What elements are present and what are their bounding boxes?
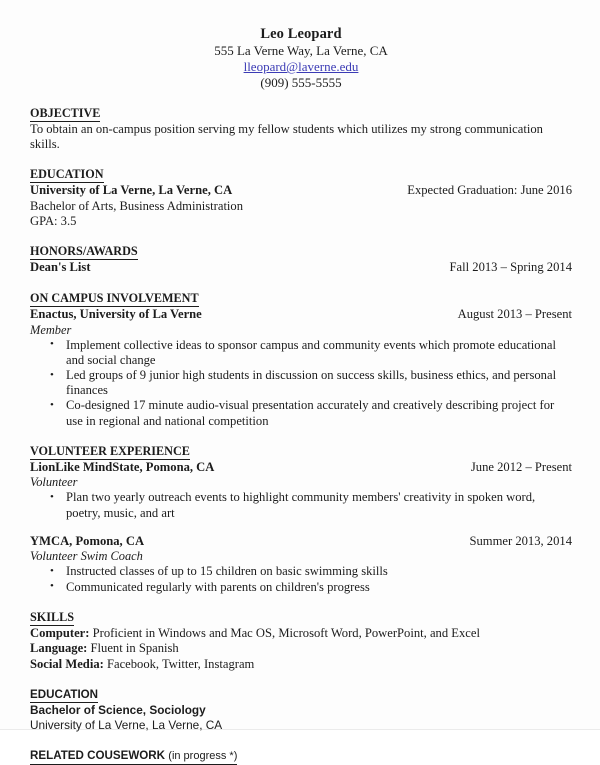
coursework-heading: RELATED COUSEWORK: [30, 749, 166, 763]
resume-header: [30, 0, 572, 91]
objective-heading: OBJECTIVE: [30, 106, 101, 120]
volunteer-date: June 2012 – Present: [470, 459, 572, 474]
honors-date: Fall 2013 – Spring 2014: [449, 260, 572, 275]
education-heading: EDUCATION: [30, 167, 104, 182]
candidate-email-line: [30, 59, 572, 75]
section-skills: [30, 608, 572, 672]
involvement-entry-row: [30, 307, 572, 323]
skill-row-computer: [30, 626, 572, 641]
volunteer-bullet-list: [30, 564, 572, 594]
education-entry-row: [30, 183, 572, 199]
honors-title: Dean's List: [30, 260, 91, 275]
volunteer-role: Volunteer Swim Coach: [30, 549, 143, 564]
volunteer-org: LionLike MindState, Pomona, CA: [30, 459, 215, 474]
education2-degree: Bachelor of Science, Sociology: [30, 703, 206, 718]
list-item: • Instructed classes of up to 15 children on basic swimming skills: [30, 564, 572, 579]
volunteer-bullet-list: [30, 490, 572, 520]
section-involvement: [30, 289, 572, 429]
education-degree: Bachelor of Arts, Business Administration: [30, 199, 244, 213]
section-volunteer: [30, 442, 572, 595]
volunteer-entry: [30, 460, 572, 521]
involvement-date: August 2013 – Present: [457, 307, 572, 321]
list-item: • Led groups of 9 junior high students in discussion on success skills, business ethics, and personal finances: [30, 368, 572, 398]
volunteer-entry-row: [30, 534, 572, 550]
education-school: University of La Verne, La Verne, CA: [30, 183, 233, 198]
coursework-note: (in progress *): [168, 750, 238, 763]
honors-heading: HONORS/AWARDS: [30, 244, 138, 259]
list-item: • Communicated regularly with parents on children's progress: [30, 580, 572, 595]
volunteer-entry: [30, 534, 572, 595]
education-gpa: GPA: 3.5: [30, 214, 77, 229]
list-item: • Implement collective ideas to sponsor campus and community events which promote educational and social change: [30, 338, 572, 368]
list-item: • Plan two yearly outreach events to highlight community members' creativity in spoken word, poetry, music, and art: [30, 490, 572, 520]
involvement-bullet-list: [30, 338, 572, 429]
candidate-name: Leo Leopard: [260, 26, 342, 42]
coursework-heading-group: [30, 748, 237, 765]
skill-value: Fluent in Spanish: [90, 641, 179, 656]
volunteer-role: Volunteer: [30, 475, 78, 490]
honors-entry-row: [30, 260, 572, 276]
skill-label: Computer:: [30, 625, 90, 640]
education2-heading: EDUCATION: [30, 688, 99, 702]
skill-value: Facebook, Twitter, Instagram: [106, 656, 255, 671]
skill-row-language: [30, 641, 572, 656]
volunteer-heading: VOLUNTEER EXPERIENCE: [30, 443, 190, 458]
section-honors: [30, 242, 572, 276]
volunteer-org: YMCA, Pomona, CA: [30, 533, 145, 548]
section-education-secondary: [30, 685, 572, 733]
skill-value: Proficient in Windows and Mac OS, Microsoft Word, PowerPoint, and Excel: [92, 625, 480, 640]
involvement-heading: ON CAMPUS INVOLVEMENT: [30, 291, 199, 305]
skill-row-social-media: [30, 657, 572, 672]
education2-school: University of La Verne, La Verne, CA: [30, 718, 223, 733]
section-coursework: [30, 746, 572, 765]
section-education: [30, 165, 572, 229]
skills-heading: SKILLS: [30, 609, 75, 624]
candidate-phone: (909) 555-5555: [260, 75, 342, 90]
list-item: • Co-designed 17 minute audio-visual presentation accurately and creatively describing project for use in regional and national competition: [30, 398, 572, 428]
education-date: Expected Graduation: June 2016: [407, 183, 572, 198]
skill-label: Language:: [30, 641, 88, 656]
email-link[interactable]: lleopard@laverne.edu: [243, 59, 359, 74]
objective-text: To obtain an on-campus position serving my fellow students which utilizes my strong communication skills.: [30, 122, 543, 152]
section-objective: [30, 104, 572, 152]
volunteer-entry-row: [30, 460, 572, 476]
involvement-org: Enactus, University of La Verne: [30, 307, 202, 321]
volunteer-date: Summer 2013, 2014: [469, 533, 572, 548]
skill-label: Social Media:: [30, 656, 104, 671]
involvement-role: Member: [30, 322, 72, 337]
candidate-address: 555 La Verne Way, La Verne, CA: [214, 43, 388, 58]
